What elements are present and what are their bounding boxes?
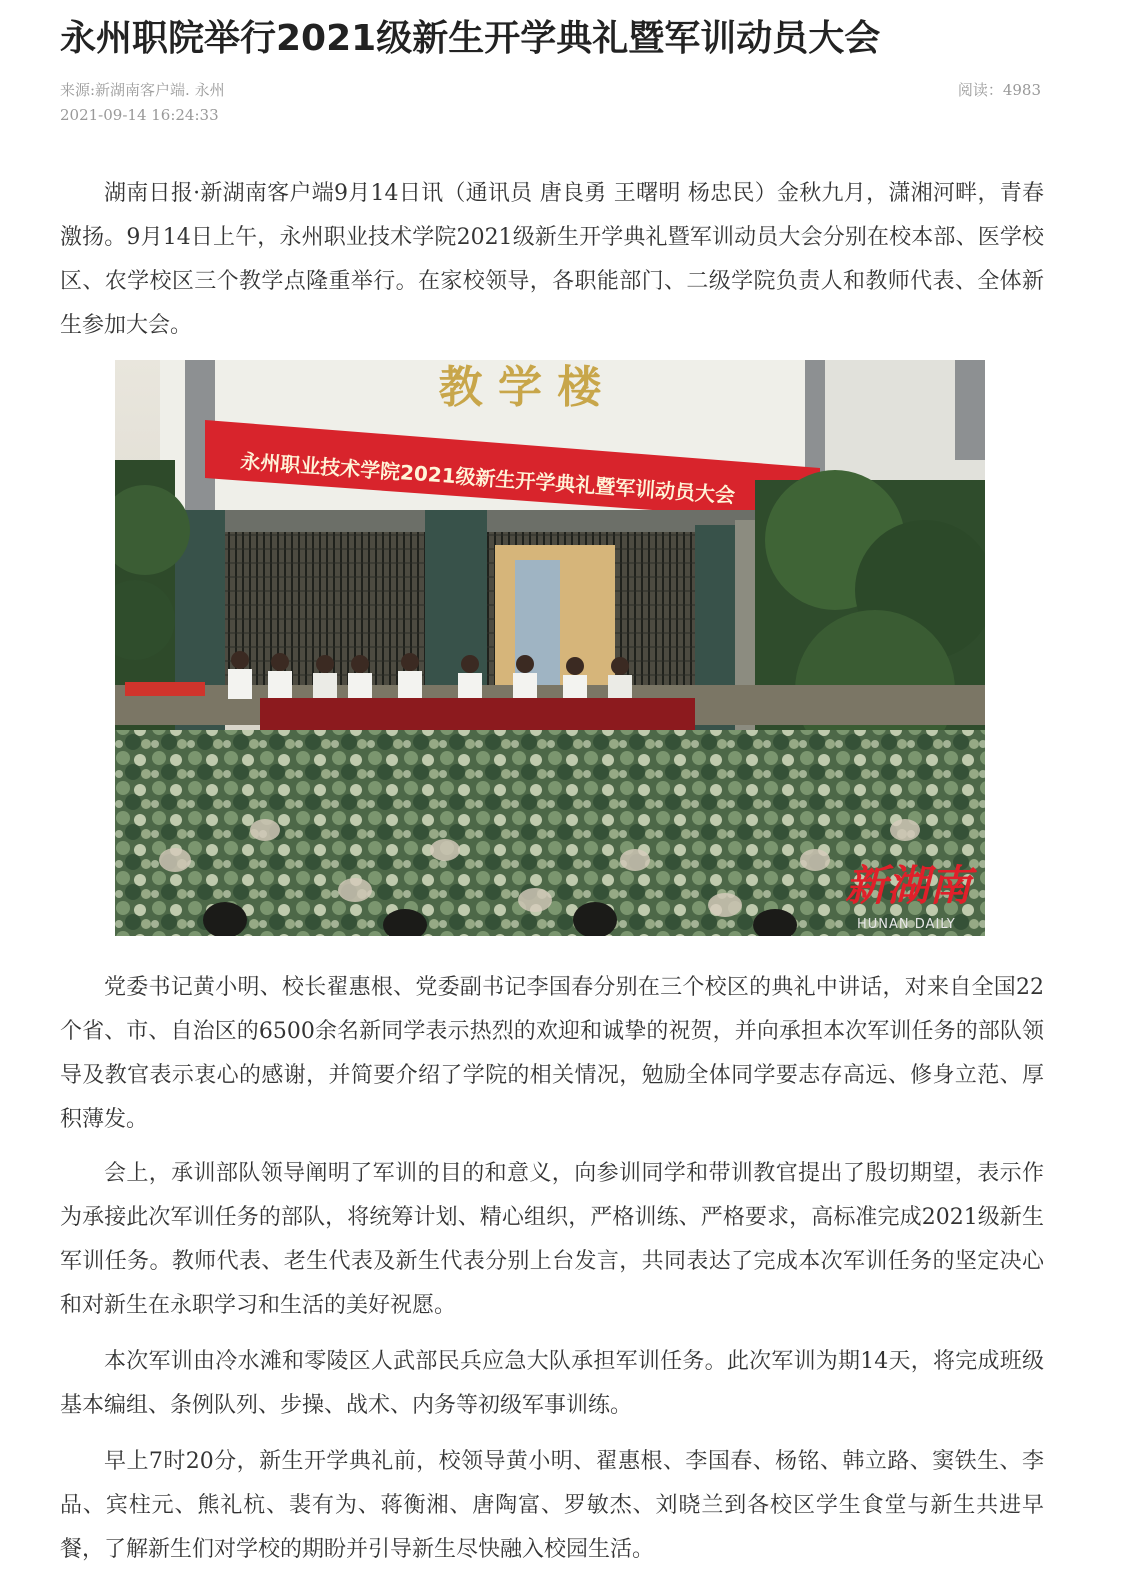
article-source: 来源:新湖南客户端. 永州	[60, 81, 225, 99]
banner-text: 永州职业技术学院2021级新生开学典礼暨军训动员大会	[239, 449, 736, 508]
article-paragraph: 本次军训由冷水滩和零陵区人武部民兵应急大队承担军训任务。此次军训为期14天，将完成班级基本编组、条例队列、步操、战术、内务等初级军事训练。	[60, 1349, 1044, 1418]
article-paragraph: 党委书记黄小明、校长翟惠根、党委副书记李国春分别在三个校区的典礼中讲话，对来自全国22个省、市、自治区的6500余名新同学表示热烈的欢迎和诚挚的祝贺，并向承担本次军训任务的部队领导及教官表示衷心的感谢，并简要介绍了学院的相关情况，勉励全体同学要志存高远、修身立范、厚积薄发。	[60, 975, 1044, 1132]
article-paragraph: 湖南日报·新湖南客户端9月14日讯（通讯员 唐良勇 王曙明 杨忠民）金秋九月，潇湘河畔，青春激扬。9月14日上午，永州职业技术学院2021级新生开学典礼暨军训动员大会分别在校本部、医学校区、农学校区三个教学点隆重举行。在家校领导，各职能部门、二级学院负责人和教师代表、全体新生参加大会。	[60, 181, 1044, 338]
article-paragraph: 会上，承训部队领导阐明了军训的目的和意义，向参训同学和带训教官提出了殷切期望，表示作为承接此次军训任务的部队，将统筹计划、精心组织，严格训练、严格要求，高标准完成2021级新生军训任务。教师代表、老生代表及新生代表分别上台发言，共同表达了完成本次军训任务的坚定决心和对新生在永职学习和生活的美好祝愿。	[60, 1161, 1044, 1318]
building-sign: 教 学 楼	[438, 362, 602, 413]
ceremony-photo-illustration	[115, 360, 985, 936]
read-count: 阅读：4983	[957, 81, 1041, 99]
ceremony-photo	[115, 360, 985, 936]
publish-time: 2021-09-14 16:24:33	[60, 106, 219, 124]
article-paragraph: 早上7时20分，新生开学典礼前，校领导黄小明、翟惠根、李国春、杨铭、韩立路、窦铁生、李品、宾柱元、熊礼杭、裴有为、蒋衡湘、唐陶富、罗敏杰、刘晓兰到各校区学生食堂与新生共进早餐，了解新生们对学校的期盼并引导新生尽快融入校园生活。	[60, 1449, 1044, 1562]
watermark-logo: 新湖南	[845, 861, 972, 910]
article-title: 永州职院举行2021级新生开学典礼暨军训动员大会	[60, 18, 881, 59]
watermark-caption: HUNAN DAILY	[857, 917, 956, 932]
